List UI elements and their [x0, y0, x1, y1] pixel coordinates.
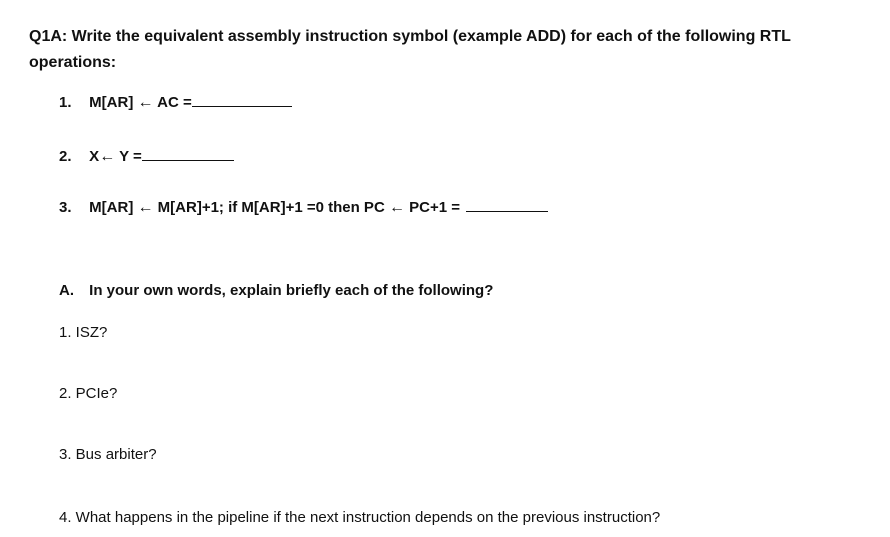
- section-marker: A.: [59, 282, 74, 299]
- short-question-1: 1. ISZ?: [59, 324, 108, 341]
- rtl-lhs: M[AR]: [89, 94, 134, 111]
- answer-blank[interactable]: [192, 92, 292, 107]
- rtl-rhs: AC =: [157, 94, 192, 111]
- rtl-item-1: [59, 92, 292, 112]
- answer-blank[interactable]: [142, 146, 234, 161]
- rtl-item-number: 1.: [59, 94, 72, 111]
- short-question-4: 4. What happens in the pipeline if the next instruction depends on the previous instruction?: [59, 509, 661, 526]
- rtl-item-2: [59, 146, 234, 166]
- short-question-2: 2. PCIe?: [59, 385, 118, 402]
- left-arrow-icon: ←: [388, 199, 405, 216]
- rtl-item-number: 2.: [59, 148, 72, 165]
- left-arrow-icon: ←: [137, 199, 154, 216]
- rtl-lhs: M[AR]: [89, 199, 134, 216]
- left-arrow-icon: ←: [137, 94, 154, 111]
- section-a-title: [59, 282, 493, 299]
- rtl-item-3: [59, 197, 548, 217]
- rtl-item-number: 3.: [59, 199, 72, 216]
- rtl-mid: M[AR]+1; if M[AR]+1 =0 then PC: [157, 199, 385, 216]
- rtl-rhs: Y =: [119, 148, 142, 165]
- answer-blank[interactable]: [466, 197, 548, 212]
- short-question-3: 3. Bus arbiter?: [59, 446, 157, 463]
- rtl-rhs: PC+1 =: [409, 199, 460, 216]
- left-arrow-icon: ←: [99, 148, 116, 165]
- question-heading: Q1A: Write the equivalent assembly instruction symbol (example ADD) for each of the following RTL operations:: [29, 28, 791, 71]
- section-title-text: In your own words, explain briefly each of the following?: [89, 282, 494, 299]
- rtl-lhs: X: [89, 148, 100, 165]
